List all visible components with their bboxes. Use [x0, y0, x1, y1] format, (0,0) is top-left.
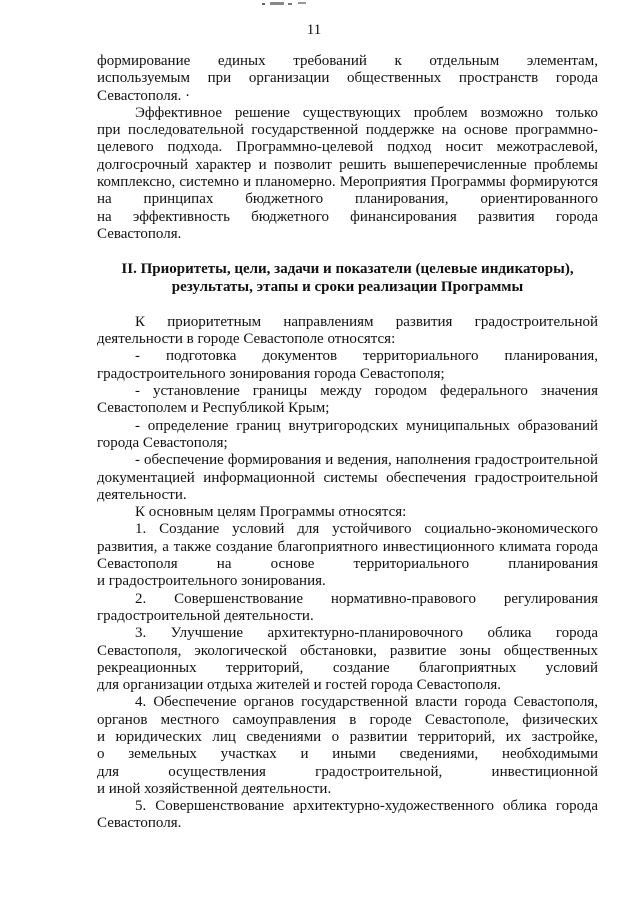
- section-heading-line-2: результаты, этапы и сроки реализации Программы: [171, 278, 524, 295]
- paragraph: [97, 105, 598, 243]
- text-line: 2. Совершенствование нормативно-правового регулирования: [135, 590, 598, 607]
- text-line: К приоритетным направлениям развития градостроительной: [135, 313, 598, 330]
- paragraph: [97, 53, 598, 105]
- text-line: градостроительной деятельности.: [97, 607, 314, 624]
- text-line: целевого подхода. Программно-целевой подход носит межотраслевой,: [97, 139, 598, 156]
- paragraph: [97, 504, 598, 521]
- text-line: - установление границы между городом федерального значения: [135, 383, 598, 400]
- priorities-section: [97, 314, 598, 833]
- text-line: и градостроительного зонирования.: [97, 573, 326, 590]
- scan-artifact: [262, 2, 308, 6]
- text-line: развития, а также создание благоприятного инвестиционного климата города: [97, 538, 598, 555]
- paragraph: [97, 452, 598, 504]
- paragraph: [97, 694, 598, 798]
- text-line: Севастополя, экологической обстановки, развитие зоны общественных: [97, 642, 598, 659]
- text-line: деятельности в городе Севастополе относятся:: [97, 331, 396, 348]
- text-line: при последовательной государственной поддержке на основе программно-: [97, 122, 598, 139]
- text-line: Севастополем и Республикой Крым;: [97, 400, 330, 417]
- paragraph: [97, 521, 598, 590]
- text-line: долгосрочный характер и позволит решить вышеперечисленные проблемы: [97, 156, 598, 173]
- text-line: на принципах бюджетного планирования, ориентированного: [97, 191, 598, 208]
- text-line: 5. Совершенствование архитектурно-художественного облика города: [135, 798, 598, 815]
- text-line: 3. Улучшение архитектурно-планировочного облика города: [135, 625, 598, 642]
- section-heading-line-1: II. Приоритеты, цели, задачи и показатели (целевые индикаторы),: [121, 261, 574, 278]
- text-line: Севастополя. ·: [97, 87, 191, 104]
- text-line: и иной хозяйственной деятельности.: [97, 780, 332, 797]
- paragraph: [97, 798, 598, 833]
- document-body: [97, 53, 598, 833]
- text-line: - определение границ внутригородских муниципальных образований: [135, 417, 598, 434]
- text-line: о земельных участках и иными сведениями, необходимыми: [97, 746, 598, 763]
- paragraph: [97, 314, 598, 349]
- paragraph: [97, 348, 598, 383]
- text-line: градостроительного зонирования города Севастополя;: [97, 365, 445, 382]
- paragraph: [97, 383, 598, 418]
- page-number: 11: [306, 22, 322, 38]
- text-line: Эффективное решение существующих проблем возможно только: [135, 104, 598, 121]
- text-line: деятельности.: [97, 486, 187, 503]
- text-line: органов местного самоуправления в городе Севастополе, физических: [97, 711, 598, 728]
- text-line: - обеспечение формирования и ведения, наполнения градостроительной: [135, 452, 598, 469]
- text-line: комплексно, системно и планомерно. Мероприятия Программы формируются: [97, 174, 598, 191]
- text-line: Севастополя на основе территориального планирования: [97, 556, 598, 573]
- text-line: города Севастополя;: [97, 434, 228, 451]
- paragraph: [97, 591, 598, 626]
- text-line: для организации отдыха жителей и гостей города Севастополя.: [97, 677, 501, 694]
- text-line: формирование единых требований к отдельным элементам,: [97, 53, 598, 69]
- text-line: 4. Обеспечение органов государственной власти города Севастополя,: [135, 694, 598, 711]
- text-line: для осуществления градостроительной, инвестиционной: [97, 763, 598, 780]
- text-line: К основным целям Программы относятся:: [135, 504, 407, 521]
- text-line: Севастополя.: [97, 225, 182, 242]
- text-line: используемым при организации общественных пространств города: [97, 70, 598, 87]
- text-line: документацией информационной системы обеспечения градостроительной: [97, 469, 598, 486]
- text-line: Севастополя.: [97, 815, 182, 832]
- text-line: 1. Создание условий для устойчивого социально-экономического: [135, 521, 598, 538]
- paragraph: [97, 418, 598, 453]
- section-heading: [97, 261, 598, 296]
- text-line: - подготовка документов территориального планирования,: [135, 348, 598, 365]
- intro-section: [97, 53, 598, 243]
- paragraph: [97, 625, 598, 694]
- text-line: на эффективность бюджетного финансирования развития города: [97, 208, 598, 225]
- text-line: и юридических лиц сведениями о развитии территорий, их застройке,: [97, 728, 598, 745]
- text-line: рекреационных территорий, создание благоприятных условий: [97, 659, 598, 676]
